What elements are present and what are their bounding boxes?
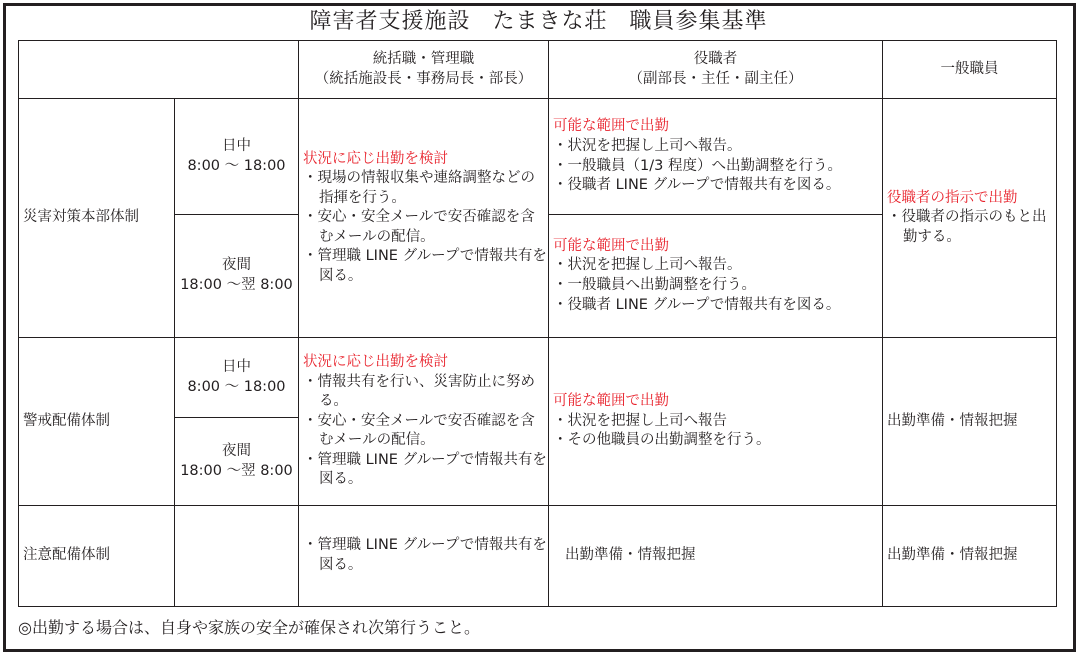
list-item: ・一般職員（1/3 程度）へ出勤調整を行う。 <box>553 157 842 174</box>
footer-note: ◎出勤する場合は、自身や家族の安全が確保され次第行うこと。 <box>18 618 480 637</box>
header-general-title: 一般職員 <box>940 60 999 77</box>
disaster-night-time: 夜間 18:00 ～翌 8:00 <box>175 215 299 338</box>
caution-time-empty <box>175 506 299 607</box>
disaster-day-time: 日中 8:00 ～ 18:00 <box>175 99 299 215</box>
list-item: ・一般職員へ出勤調整を行う。 <box>553 277 756 293</box>
list-item: ・役職者 LINE グループで情報共有を図る。 <box>553 296 841 313</box>
header-managers-subtitle: （統括施設長・事務局長・部長） <box>314 70 533 87</box>
row-label-disaster: 災害対策本部体制 <box>19 99 175 338</box>
caution-managers-cell <box>299 506 549 607</box>
list-item: ・管理職 LINE グループで情報共有を図る。 <box>303 537 547 573</box>
list-item: ・安心・安全メールで安否確認を含むメールの配信。 <box>303 209 535 245</box>
disaster-officers-night-cell <box>549 215 883 338</box>
alert-managers-heading: 状況に応じ出勤を検討 <box>303 354 448 371</box>
title-facility-type: 障害者支援施設 <box>309 9 471 34</box>
disaster-managers-heading: 状況に応じ出勤を検討 <box>303 150 448 167</box>
table-row <box>19 99 1057 215</box>
list-item: ・その他職員の出勤調整を行う。 <box>553 432 771 449</box>
disaster-general-cell <box>883 99 1057 338</box>
list-item: ・状況を把握し上司へ報告。 <box>553 137 742 154</box>
list-item: ・管理職 LINE グループで情報共有を図る。 <box>303 451 547 488</box>
list-item: ・状況を把握し上司へ報告。 <box>553 257 742 274</box>
disaster-general-heading: 役職者の指示で出勤 <box>887 189 1018 206</box>
disaster-officers-day-cell <box>549 99 883 215</box>
disaster-officers-day-heading: 可能な範囲で出勤 <box>553 118 669 135</box>
table-row <box>19 338 1057 418</box>
alert-managers-cell <box>299 338 549 506</box>
title-subject: 職員参集基準 <box>629 9 768 34</box>
table-header-row <box>19 41 1057 99</box>
header-officers <box>549 41 883 99</box>
disaster-officers-night-heading: 可能な範囲で出勤 <box>553 237 669 254</box>
list-item: ・役職者 LINE グループで情報共有を図る。 <box>553 177 841 194</box>
list-item: ・役職者の指示のもと出勤する。 <box>887 209 1047 245</box>
alert-night-time: 夜間 18:00 ～翌 8:00 <box>175 418 299 506</box>
list-item: ・状況を把握し上司へ報告 <box>553 412 727 429</box>
header-general <box>883 41 1057 99</box>
header-empty-cell <box>19 41 299 99</box>
alert-day-time: 日中 8:00 ～ 18:00 <box>175 338 299 418</box>
list-item: ・管理職 LINE グループで情報共有を図る。 <box>303 248 547 284</box>
title-facility-name: たまきな荘 <box>492 9 608 34</box>
header-officers-title: 役職者 <box>693 50 738 67</box>
alert-general-cell: 出勤準備・情報把握 <box>883 338 1057 506</box>
list-item: ・現場の情報収集や連絡調整などの指揮を行う。 <box>303 170 535 206</box>
row-label-alert: 警戒配備体制 <box>19 338 175 506</box>
header-managers <box>299 41 549 99</box>
caution-general-cell: 出勤準備・情報把握 <box>883 506 1057 607</box>
disaster-managers-cell <box>299 99 549 338</box>
staffing-standard-table <box>18 40 1057 607</box>
alert-officers-heading: 可能な範囲で出勤 <box>553 393 669 410</box>
header-managers-title: 統括職・管理職 <box>372 50 475 67</box>
list-item: ・情報共有を行い、災害防止に努める。 <box>303 373 535 410</box>
row-label-caution: 注意配備体制 <box>19 506 175 607</box>
page-title <box>0 4 1077 40</box>
table-row <box>19 506 1057 607</box>
alert-officers-cell <box>549 338 883 506</box>
caution-officers-cell: 出勤準備・情報把握 <box>549 506 883 607</box>
list-item: ・安心・安全メールで安否確認を含むメールの配信。 <box>303 412 535 449</box>
header-officers-subtitle: （副部長・主任・副主任） <box>628 70 803 87</box>
